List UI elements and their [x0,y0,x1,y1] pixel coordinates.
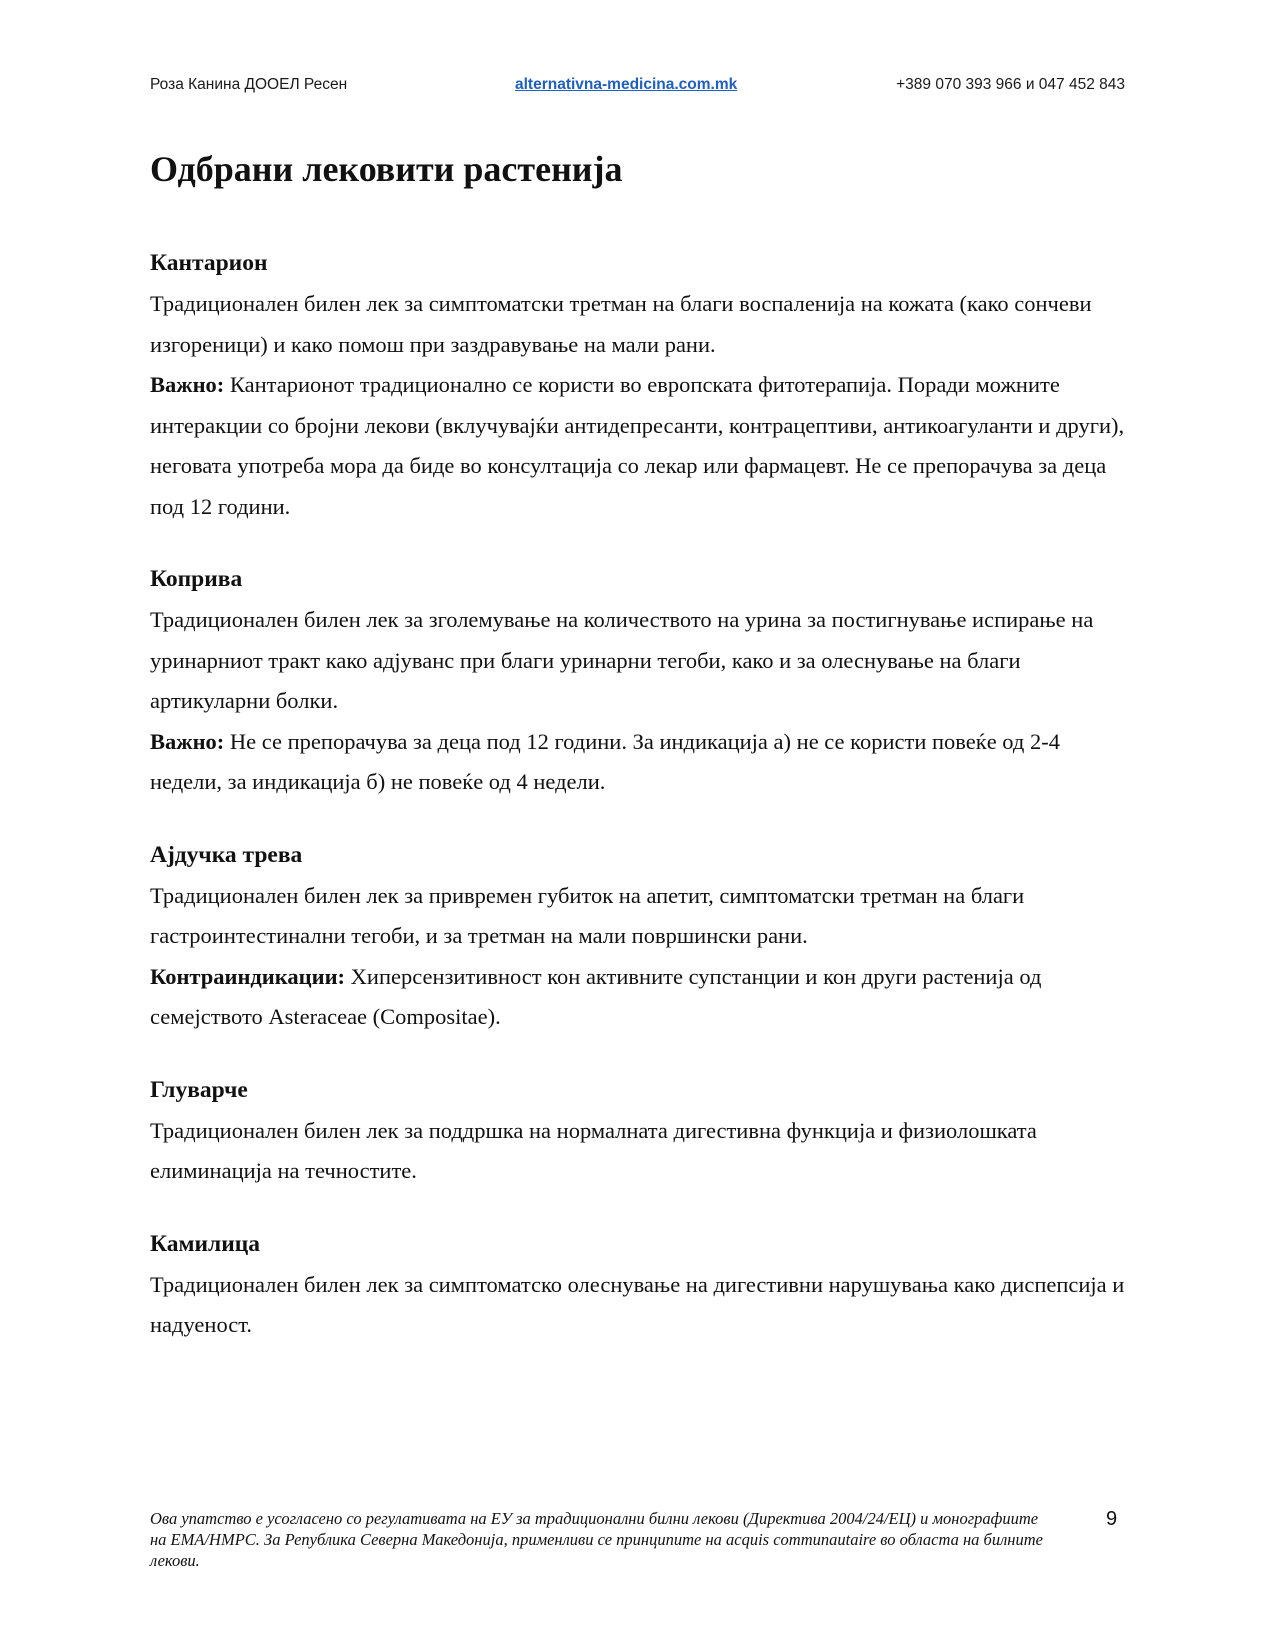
page-number: 9 [1106,1508,1118,1530]
note-text: Не се препорачува за деца под 12 години. За индикација а) не се користи повеќе од 2-4 недели, за индикација б) не повеќе од 4 недели. [150,728,1060,794]
plant-entry-gluvarche [150,1070,1125,1192]
plant-description: Традиционален билен лек за поддршка на нормалната дигестивна функција и физиолошката елиминација на течностите. [150,1117,1037,1183]
plant-entry-kamilica [150,1224,1125,1346]
plant-list [150,243,1125,1378]
plant-note [150,722,1125,803]
plant-heading: Камилица [150,1230,261,1257]
plant-note [150,957,1125,1038]
plant-description: Традиционален билен лек за симптоматско олеснување на дигестивни нарушувања како диспепсија и надуеност. [150,1271,1125,1337]
plant-note [150,365,1125,527]
plant-entry-ajducka-treva [150,835,1125,1038]
note-text: Кантарионот традиционално се користи во европската фитотерапија. Поради можните интеракции со бројни лекови (вклучувајќи антидепресанти, контрацептиви, антикоагуланти и други), неговата употреба мора да биде во консултација со лекар или фармацевт. Не се препорачува за деца под 12 години. [150,372,1125,519]
note-label: Важно: [150,728,225,754]
page-header [150,76,1125,100]
website-link[interactable]: alternativna-medicina.com.mk [515,76,738,93]
plant-description: Традиционален билен лек за привремен губиток на апетит, симптоматски третман на благи гастроинтестинални тегоби, и за третман на мали површински рани. [150,882,1025,948]
note-label: Важно: [150,372,225,397]
plant-heading: Глуварче [150,1076,248,1103]
plant-description: Традиционален билен лек за зголемување на количеството на урина за постигнување испирање на уринарниот тракт како адјуванс при благи уринарни тегоби, како и за олеснување на благи артикуларни болки. [150,607,1094,713]
plant-entry-kantarion [150,243,1125,527]
plant-description: Традиционален билен лек за симптоматски третман на благи воспаленија на кожата (како сончеви изгореници) и како помош при заздравување на мали рани. [150,291,1092,357]
footer-disclaimer: Ова упатство е усогласено со регулативата на ЕУ за традиционални билни лекови (Директива 2004/24/ЕЦ) и монографиите на EMA/HMPC. За Република Северна Македонија, применливи се принципите на acquis communautaire во областа на билните лекови. [150,1509,1043,1570]
plant-heading: Ајдучка трева [150,841,303,868]
plant-heading: Коприва [150,566,243,592]
plant-heading: Кантарион [150,250,268,276]
phone-numbers: +389 070 393 966 и 047 452 843 [896,76,1125,93]
page-title: Одбрани лековити растенија [150,149,623,189]
company-name: Роза Канина ДООЕЛ Ресен [150,76,348,93]
note-label: Контраиндикации: [150,963,346,989]
plant-entry-kopriva [150,559,1125,803]
note-text: Хиперсензитивност кон активните супстанции и кон други растенија од семејството Asteraceae (Compositae). [150,963,1042,1029]
